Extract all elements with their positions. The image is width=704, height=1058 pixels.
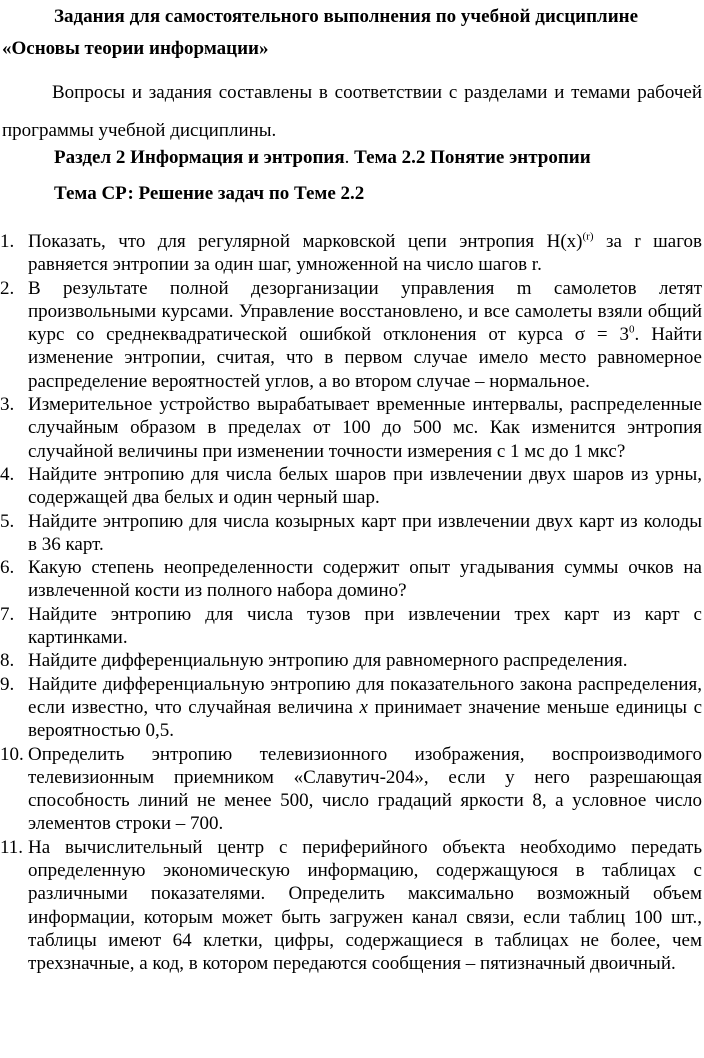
task-text: Найдите энтропию для числа тузов при извлечении трех карт из карт с картинками. <box>28 603 702 649</box>
task-text: Найдите энтропию для числа белых шаров при извлечении двух шаров из урны, содержащей два белых и один черный шар. <box>28 463 702 509</box>
document-title-line1: Задания для самостоятельного выполнения по учебной дисциплине <box>54 6 639 27</box>
task-number: 10. <box>0 743 24 765</box>
task-text: Измерительное устройство вырабатывает временные интервалы, распределенные случайным образом в пределах от 100 до 500 мс. Как изменится энтропия случайной величины при изменении точности измерения с 1 мс до 1 мкс? <box>28 394 702 462</box>
task-text: Показать, что для регулярной марковской цепи энтропия H(x) <box>28 231 583 252</box>
task-number: 8. <box>0 650 15 672</box>
task-item <box>0 673 702 743</box>
task-text: Найдите энтропию для числа козырных карт при извлечении двух карт из колоды в 36 карт. <box>28 510 702 555</box>
task-superscript: 0 <box>629 323 635 336</box>
task-text: Найдите дифференциальную энтропию для показательного закона распределения, если известно, что случайная величина <box>28 673 702 718</box>
task-number: 6. <box>0 557 15 579</box>
task-superscript: (r) <box>582 230 594 243</box>
task-item <box>0 393 702 463</box>
task-text-cont: . Найти изменение энтропии, считая, что в первом случае имело место равномерное распределение вероятностей углов, а во втором случае – нормальное. <box>28 324 702 392</box>
task-text: На вычислительный центр с периферийного объекта необходимо передать определенную экономическую информацию, содержащуюся в таблицах с различными показателями. Определить максимально возможный объем информации, которым может быть загружен канал связи, если таблиц 100 шт., таблицы имеют 64 клетки, цифры, содержащиеся в таблицах не более, чем трехзначные, а код, в котором передаются сообщения – пятизначный двоичный. <box>28 836 702 975</box>
section-heading <box>54 147 702 169</box>
task-item <box>0 510 702 557</box>
section-separator: . <box>344 147 350 168</box>
intro-paragraph: Вопросы и задания составлены в соответствии с разделами и темами рабочей программы учебной дисциплины. <box>2 82 702 141</box>
task-item <box>0 603 702 650</box>
task-number: 1. <box>0 231 15 252</box>
task-item <box>0 277 702 393</box>
task-number: 3. <box>0 394 15 416</box>
task-text-cont: принимает значение меньше единицы с вероятностью 0,5. <box>28 696 702 742</box>
task-number: 9. <box>0 673 15 695</box>
task-item <box>0 743 702 836</box>
task-item <box>0 649 702 672</box>
task-text: Какую степень неопределенности содержит опыт угадывания суммы очков на извлеченной кости из полного набора домино? <box>28 557 702 602</box>
task-text: Определить энтропию телевизионного изображения, воспроизводимого телевизионным приемником «Славутич-204», если у него разрешающая способность линий не менее 500, число градаций яркости 8, а условное число элементов строки – 700. <box>28 743 702 835</box>
section-topic: Тема 2.2 Понятие энтропии <box>349 147 591 168</box>
task-number: 7. <box>0 603 15 625</box>
task-item <box>0 556 702 603</box>
task-list <box>0 230 702 976</box>
topic-heading: Тема СР: Решение задач по Теме 2.2 <box>54 183 365 204</box>
task-text-cont: за r шагов равняется энтропии за один шаг, умноженной на число шагов r. <box>28 231 702 276</box>
task-item <box>0 836 702 976</box>
task-number: 2. <box>0 277 15 299</box>
task-text: В результате полной дезорганизации управления m самолетов летят произвольными курсами. Управление восстановлено, и все самолеты взяли общий курс со среднеквадратической ошибкой отклонения от курса σ = 3 <box>28 277 702 346</box>
task-item <box>0 463 702 510</box>
task-number: 4. <box>0 463 15 485</box>
task-number: 5. <box>0 510 15 532</box>
task-variable: x <box>359 696 368 718</box>
task-text: Найдите дифференциальную энтропию для равномерного распределения. <box>28 650 628 672</box>
task-number: 11. <box>0 836 24 858</box>
section-name: Раздел 2 Информация и энтропия <box>54 147 345 168</box>
document-title-line2: «Основы теории информации» <box>2 38 269 59</box>
task-item <box>0 230 702 277</box>
